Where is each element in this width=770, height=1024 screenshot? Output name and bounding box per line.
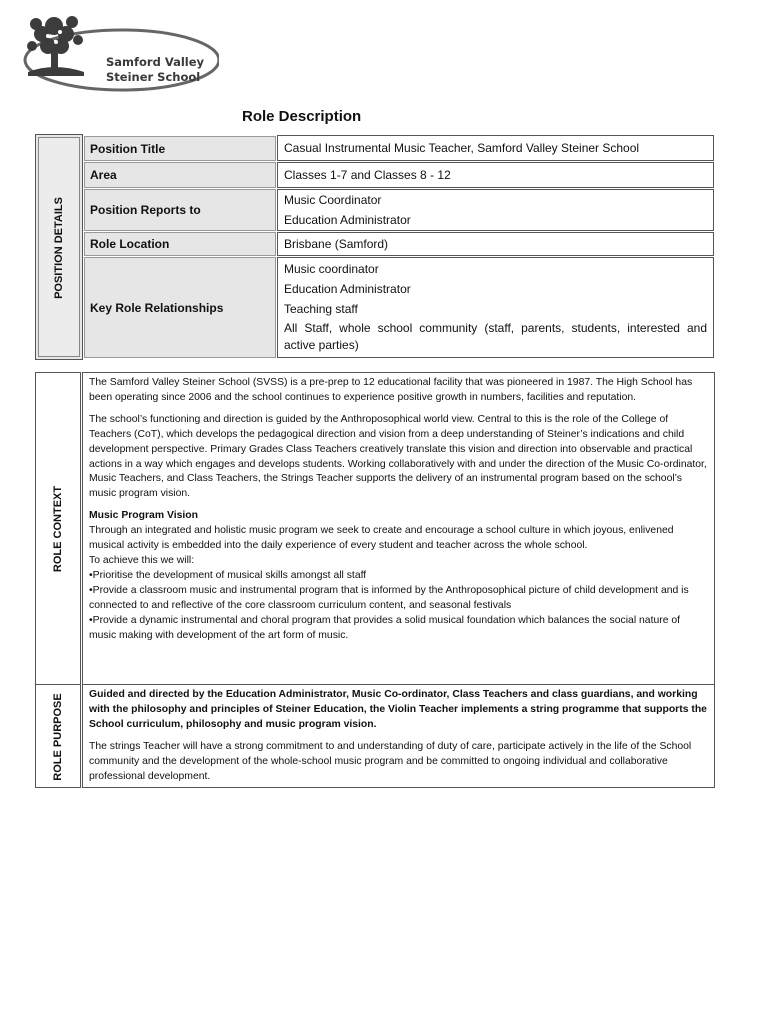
logo-line-2: Steiner School <box>106 70 201 84</box>
role-purpose-side <box>35 684 81 788</box>
position-details-label: POSITION DETAILS <box>53 197 65 299</box>
value-line: Classes 1-7 and Classes 8 - 12 <box>284 168 451 182</box>
logo-text <box>106 55 204 85</box>
label-position-reports-to: Position Reports to <box>84 189 276 231</box>
bullet-item: •Provide a dynamic instrumental and choral program that provides a solid musical foundation which balances the social nature of music making with development of the art form of music. <box>89 614 681 641</box>
role-context-label: ROLE CONTEXT <box>52 485 64 573</box>
value-line: Brisbane (Samford) <box>284 237 389 251</box>
value-role-location <box>277 232 714 256</box>
label-role-location: Role Location <box>84 232 276 256</box>
school-logo <box>14 8 219 96</box>
value-line: Casual Instrumental Music Teacher, Samford Valley Steiner School <box>284 141 640 155</box>
value-line: Music Coordinator <box>284 193 382 207</box>
value-line: All Staff, whole school community (staff, parents, students, interested and active parties) <box>284 321 707 352</box>
value-line: Teaching staff <box>284 302 358 316</box>
logo-line-1: Samford Valley <box>106 55 205 69</box>
label-area: Area <box>84 162 276 188</box>
value-position-reports-to <box>277 189 714 231</box>
role-context-box <box>82 372 715 685</box>
page-title: Role Description <box>242 108 362 125</box>
vision-text: Through an integrated and holistic music program we seek to create and encourage a school culture in which joyous, enlivened musical activity is embedded into the daily experience of every student and teacher across the whole school. <box>89 525 674 552</box>
label-position-title: Position Title <box>84 136 276 161</box>
role-purpose-box <box>82 684 715 788</box>
position-details-side <box>35 134 83 360</box>
bullet-item: •Provide a classroom music and instrumental program that is informed by the Anthroposophical picture of child development and is connected to and reflective of the core classroom curriculum content, and seasonal festivals <box>89 584 689 611</box>
achieve-intro: To achieve this we will: <box>89 554 195 566</box>
role-context-side <box>35 372 81 685</box>
label-key-role-relationships: Key Role Relationships <box>84 257 276 358</box>
value-line: Education Administrator <box>284 282 411 296</box>
role-purpose-label: ROLE PURPOSE <box>52 693 64 781</box>
value-key-role-relationships <box>277 257 714 358</box>
value-line: Education Administrator <box>284 213 411 227</box>
vision-heading: Music Program Vision <box>89 510 198 522</box>
bullet-item: •Prioritise the development of musical skills amongst all staff <box>89 569 367 581</box>
context-para-1: The Samford Valley Steiner School (SVSS) is a pre-prep to 12 educational facility that was pioneered in 1987. The High School has been operating since 2006 and the school continues to experience positive growth in numbers, facilities and reputation. <box>89 377 693 403</box>
purpose-para: The strings Teacher will have a strong commitment to and understanding of duty of care, participate actively in the life of the School community and the development of the whole-school music program and be committed to ongoing individual and collaborative professional development. <box>89 740 692 782</box>
value-area <box>277 162 714 188</box>
context-para-2: The school’s functioning and direction is guided by the Anthroposophical world view. Central to this is the role of the College of Teachers (CoT), which develops the pedagogical direction and vision from a deep understanding of Steiner’s indications and child development perspective. Primary Grades Class Teachers creatively translate this vision and direction into observable and practical actions in a way which engages and develops students. Working collaboratively with and under the direction of the Music Co-ordinator, Music Teachers, and Class Teachers, the Strings Teacher supports the delivery of an instrumental program based on the school’s music program vision. <box>89 413 707 500</box>
purpose-bold-para: Guided and directed by the Education Administrator, Music Co-ordinator, Class Teachers and class guardians, and working with the philosophy and principles of Steiner Education, the Violin Teacher implements a string programme that supports the School curriculum, philosophy and music program vision. <box>89 689 707 730</box>
value-line: Music coordinator <box>284 262 379 276</box>
value-position-title <box>277 135 714 161</box>
